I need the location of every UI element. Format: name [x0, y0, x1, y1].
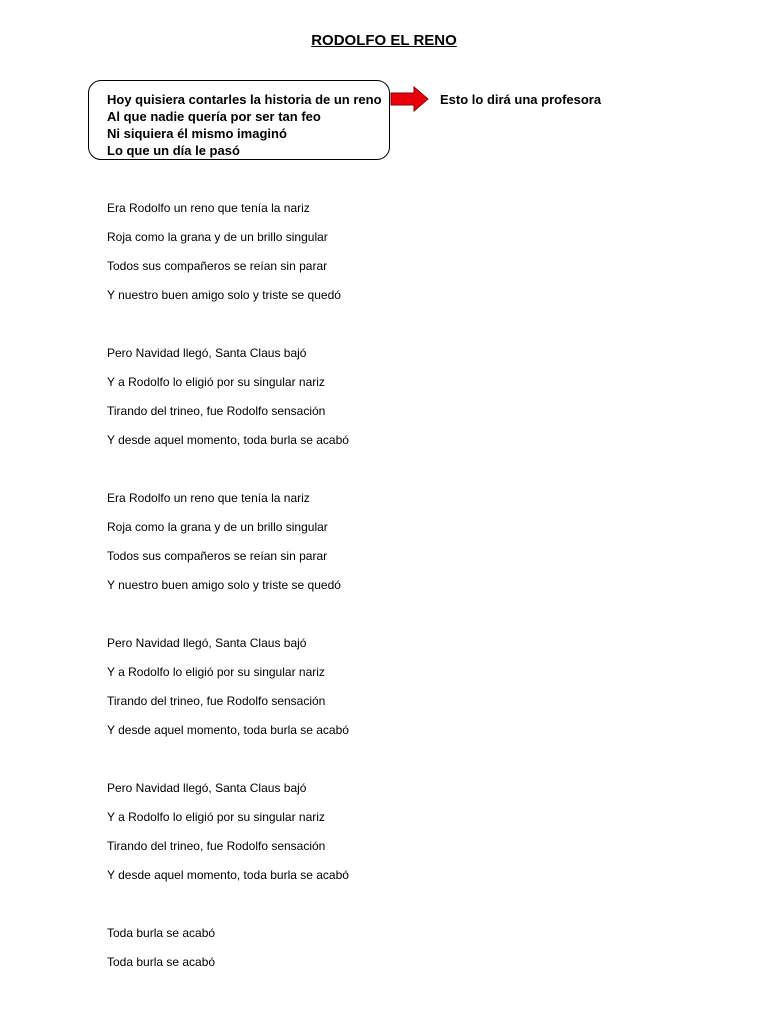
- stanza-gap: [107, 461, 707, 490]
- intro-box: [88, 80, 390, 160]
- stanza: [107, 635, 707, 751]
- intro-line: Lo que un día le pasó: [107, 143, 240, 158]
- lyric-line: Y nuestro buen amigo solo y triste se quedó: [107, 578, 341, 592]
- page-title: RODOLFO EL RENO: [311, 32, 457, 49]
- lyric-line: Toda burla se acabó: [107, 926, 216, 940]
- lyric-line: Tirando del trineo, fue Rodolfo sensación: [107, 404, 326, 418]
- arrow-right-icon: [390, 86, 430, 112]
- lyric-line: Era Rodolfo un reno que tenía la nariz: [107, 491, 310, 505]
- stanza: [107, 925, 707, 983]
- lyric-line: Y a Rodolfo lo eligió por su singular nariz: [107, 810, 325, 824]
- stanza-gap: [107, 606, 707, 635]
- lyrics: [107, 200, 707, 983]
- stanza: [107, 200, 707, 316]
- narrator-note: Esto lo dirá una profesora: [440, 92, 602, 107]
- lyric-line: Era Rodolfo un reno que tenía la nariz: [107, 201, 310, 215]
- lyric-line: Pero Navidad llegó, Santa Claus bajó: [107, 781, 307, 795]
- lyric-line: Toda burla se acabó: [107, 955, 216, 969]
- stanza: [107, 345, 707, 461]
- stanza: [107, 490, 707, 606]
- stanza-gap: [107, 751, 707, 780]
- lyric-line: Y a Rodolfo lo eligió por su singular nariz: [107, 665, 325, 679]
- lyric-line: Y desde aquel momento, toda burla se acabó: [107, 433, 349, 447]
- lyric-line: Y desde aquel momento, toda burla se acabó: [107, 868, 349, 882]
- lyric-line: Y nuestro buen amigo solo y triste se quedó: [107, 288, 341, 302]
- lyric-line: Tirando del trineo, fue Rodolfo sensación: [107, 694, 326, 708]
- stanza: [107, 780, 707, 896]
- lyric-line: Todos sus compañeros se reían sin parar: [107, 549, 328, 563]
- intro-line: Ni siquiera él mismo imaginó: [107, 126, 287, 141]
- lyric-line: Tirando del trineo, fue Rodolfo sensación: [107, 839, 326, 853]
- lyric-line: Y a Rodolfo lo eligió por su singular nariz: [107, 375, 325, 389]
- lyric-line: Pero Navidad llegó, Santa Claus bajó: [107, 346, 307, 360]
- lyric-line: Roja como la grana y de un brillo singular: [107, 230, 328, 244]
- lyric-line: Roja como la grana y de un brillo singular: [107, 520, 328, 534]
- intro-line: Hoy quisiera contarles la historia de un reno: [107, 92, 382, 107]
- intro-line: Al que nadie quería por ser tan feo: [107, 109, 321, 124]
- lyric-line: Pero Navidad llegó, Santa Claus bajó: [107, 636, 307, 650]
- lyric-line: Todos sus compañeros se reían sin parar: [107, 259, 328, 273]
- lyric-line: Y desde aquel momento, toda burla se acabó: [107, 723, 349, 737]
- stanza-gap: [107, 316, 707, 345]
- stanza-gap: [107, 896, 707, 925]
